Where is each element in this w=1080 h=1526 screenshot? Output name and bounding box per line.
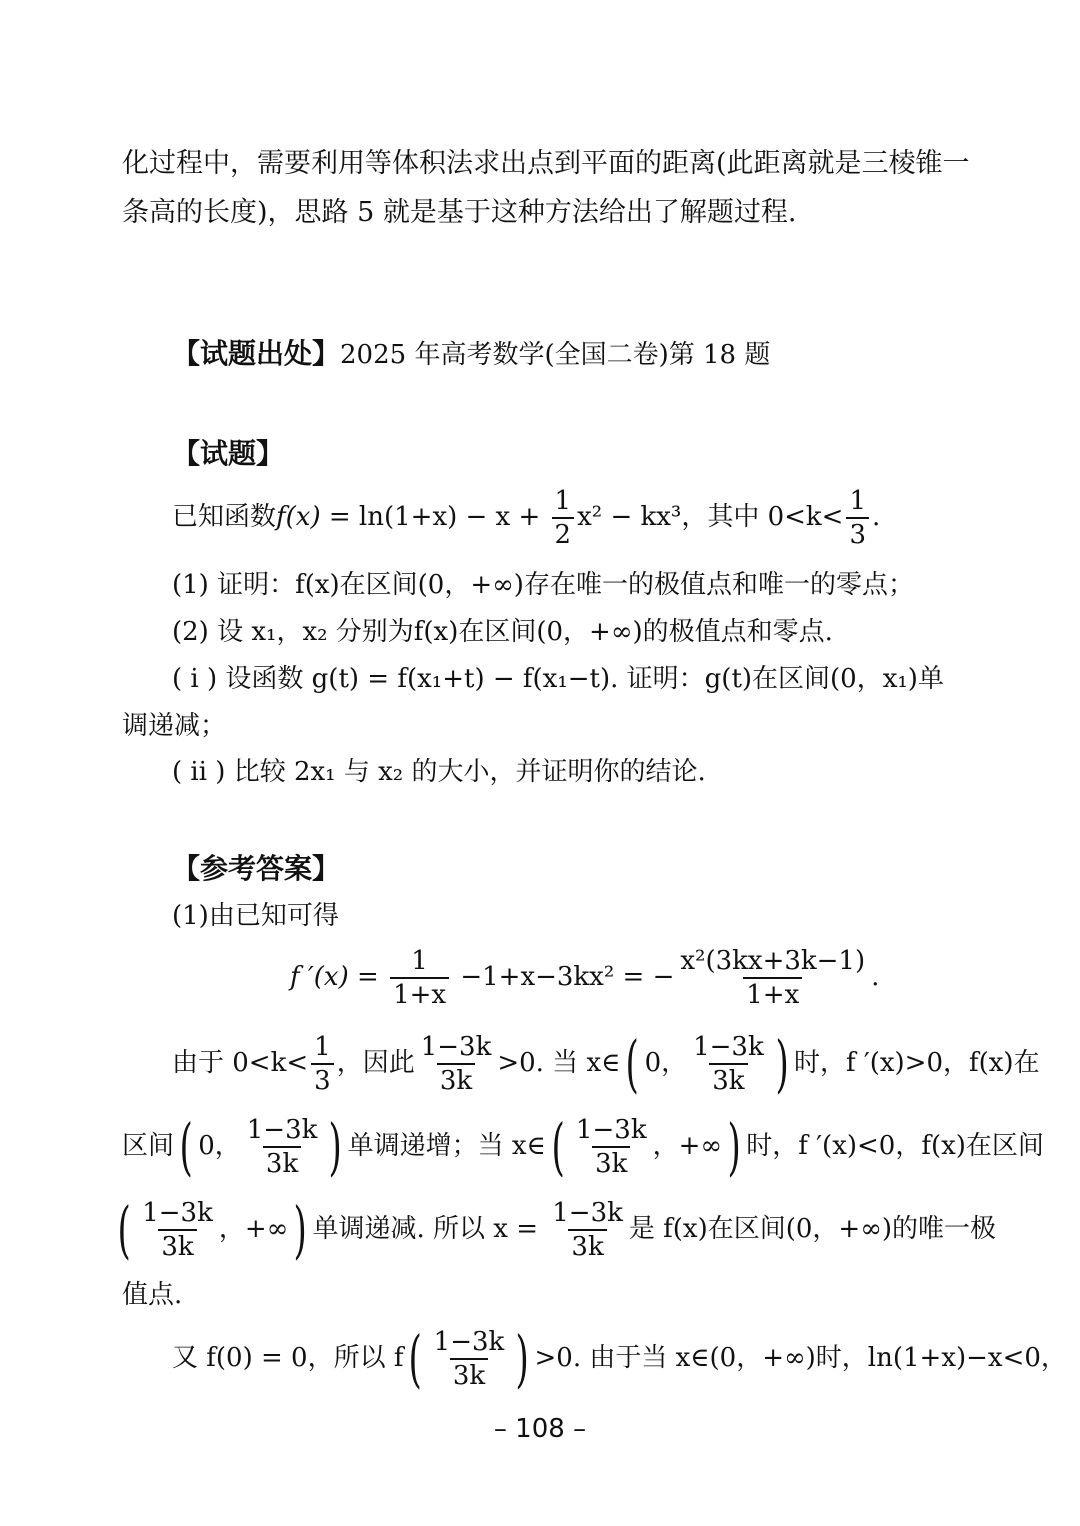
l3-c: 是 f(x)在区间(0，+∞)的唯一极 — [628, 1214, 997, 1244]
deriv-lhs: f ′(x) = — [290, 962, 388, 992]
frac-den: 3 — [846, 517, 869, 548]
problem-statement — [172, 488, 880, 548]
frac-1-3k — [431, 1329, 508, 1389]
question-ii: ( ⅱ ) 比较 2x₁ 与 x₂ 的大小，并证明你的结论. — [172, 757, 706, 787]
l3-b: 单调递减. 所以 x = — [312, 1214, 547, 1244]
answer-line-4: 值点. — [122, 1280, 183, 1310]
l1-b: ，因此 — [336, 1048, 415, 1078]
frac-den: 3k — [263, 1146, 301, 1177]
frac-1-3k — [418, 1034, 495, 1094]
frac-1-3k — [690, 1034, 767, 1094]
frac-num: 1 — [849, 486, 867, 516]
page-number: – 108 – — [493, 1414, 587, 1444]
deriv-fraction-2 — [677, 948, 868, 1008]
frac-num: 1 — [314, 1032, 331, 1062]
frac-one-third — [311, 1034, 334, 1094]
source-text: 2025 年高考数学(全国二卷)第 18 题 — [340, 340, 771, 370]
stmt-prefix: 已知函数 — [172, 502, 277, 532]
stmt-half-fraction — [552, 488, 575, 548]
frac-num: 1−3k — [142, 1198, 213, 1228]
l2-b: 0， — [198, 1131, 241, 1161]
frac-den: 3k — [568, 1229, 606, 1260]
answer-line-2 — [122, 1110, 1044, 1183]
left-paren: ( — [625, 1027, 640, 1100]
frac-den: 3k — [437, 1063, 475, 1094]
right-paren: ) — [727, 1110, 741, 1183]
frac-den: 2 — [552, 517, 575, 548]
deriv-mid: −1+x−3kx² = − — [452, 962, 675, 992]
frac-den: 3 — [311, 1063, 334, 1094]
frac-num: 1−3k — [420, 1032, 492, 1062]
deriv-end: . — [871, 962, 880, 992]
derivative-equation — [290, 948, 879, 1008]
answer-line-5 — [172, 1322, 1067, 1395]
answer-line-3 — [112, 1193, 997, 1266]
intro-line-2: 条高的长度)，思路 5 就是基于这种方法给出了解题过程. — [122, 197, 797, 228]
l5-a: 又 f(0) = 0，所以 f — [172, 1343, 404, 1373]
l2-d: ，+∞ — [652, 1131, 723, 1161]
l1-c: >0. 当 x∈ — [497, 1048, 621, 1078]
stmt-end: . — [872, 502, 881, 532]
frac-1-3k — [244, 1117, 321, 1177]
answer-heading: 【参考答案】 — [172, 852, 341, 885]
problem-heading: 【试题】 — [172, 437, 285, 470]
question-1: (1) 证明：f(x)在区间(0，+∞)存在唯一的极值点和唯一的零点； — [172, 570, 914, 600]
stmt-third-fraction — [846, 488, 869, 548]
stmt-expr: = ln(1+x) − x + — [320, 502, 549, 532]
l1-d: 0， — [644, 1048, 688, 1078]
l5-b: >0. 由于当 x∈(0，+∞)时，ln(1+x)−x<0， — [534, 1343, 1067, 1373]
frac-num: 1 — [411, 946, 428, 976]
frac-1-3k — [549, 1200, 626, 1260]
deriv-fraction-1 — [390, 948, 449, 1008]
frac-1-3k — [139, 1200, 216, 1260]
l1-a: 由于 0<k< — [172, 1048, 309, 1078]
right-paren: ) — [328, 1110, 343, 1183]
frac-num: 1−3k — [575, 1115, 647, 1145]
frac-den: 3k — [450, 1358, 488, 1389]
l2-a: 区间 — [122, 1131, 175, 1161]
frac-num: x²(3kx+3k−1) — [680, 946, 866, 976]
left-paren: ( — [551, 1110, 565, 1183]
frac-num: 1 — [554, 486, 572, 516]
frac-den: 3k — [158, 1229, 196, 1260]
l2-c: 单调递增；当 x∈ — [347, 1131, 546, 1161]
frac-num: 1−3k — [693, 1032, 764, 1062]
frac-den: 1+x — [743, 977, 802, 1008]
frac-num: 1−3k — [552, 1198, 623, 1228]
intro-line-1: 化过程中，需要利用等体积法求出点到平面的距离(此距离就是三棱锥一 — [122, 148, 970, 179]
source-line — [172, 337, 771, 370]
right-paren: ) — [775, 1027, 789, 1100]
answer-p1: (1)由已知可得 — [172, 901, 339, 931]
left-paren: ( — [408, 1322, 423, 1395]
question-i-line-2: 调递减； — [122, 711, 227, 741]
frac-den: 3k — [709, 1063, 747, 1094]
answer-line-1 — [172, 1027, 1040, 1100]
frac-den: 1+x — [390, 977, 449, 1008]
right-paren: ) — [293, 1193, 308, 1266]
stmt-fx: f(x) — [276, 502, 321, 532]
frac-1-3k — [573, 1117, 650, 1177]
stmt-tail: x² − kx³，其中 0<k< — [577, 502, 844, 532]
question-i-line-1: ( ⅰ ) 设函数 g(t) = f(x₁+t) − f(x₁−t). 证明：g(t)在区间(0，x₁)单 — [172, 664, 944, 694]
left-paren: ( — [179, 1110, 193, 1183]
l1-e: 时，f ′(x)>0，f(x)在 — [793, 1048, 1040, 1078]
left-paren: ( — [117, 1193, 131, 1266]
question-2: (2) 设 x₁，x₂ 分别为f(x)在区间(0，+∞)的极值点和零点. — [172, 617, 833, 647]
l2-e: 时，f ′(x)<0，f(x)在区间 — [746, 1131, 1044, 1161]
frac-den: 3k — [592, 1146, 630, 1177]
source-label: 【试题出处】 — [172, 337, 341, 370]
right-paren: ) — [515, 1322, 530, 1395]
frac-num: 1−3k — [433, 1327, 505, 1357]
frac-num: 1−3k — [246, 1115, 318, 1145]
l3-a: ，+∞ — [218, 1214, 289, 1244]
